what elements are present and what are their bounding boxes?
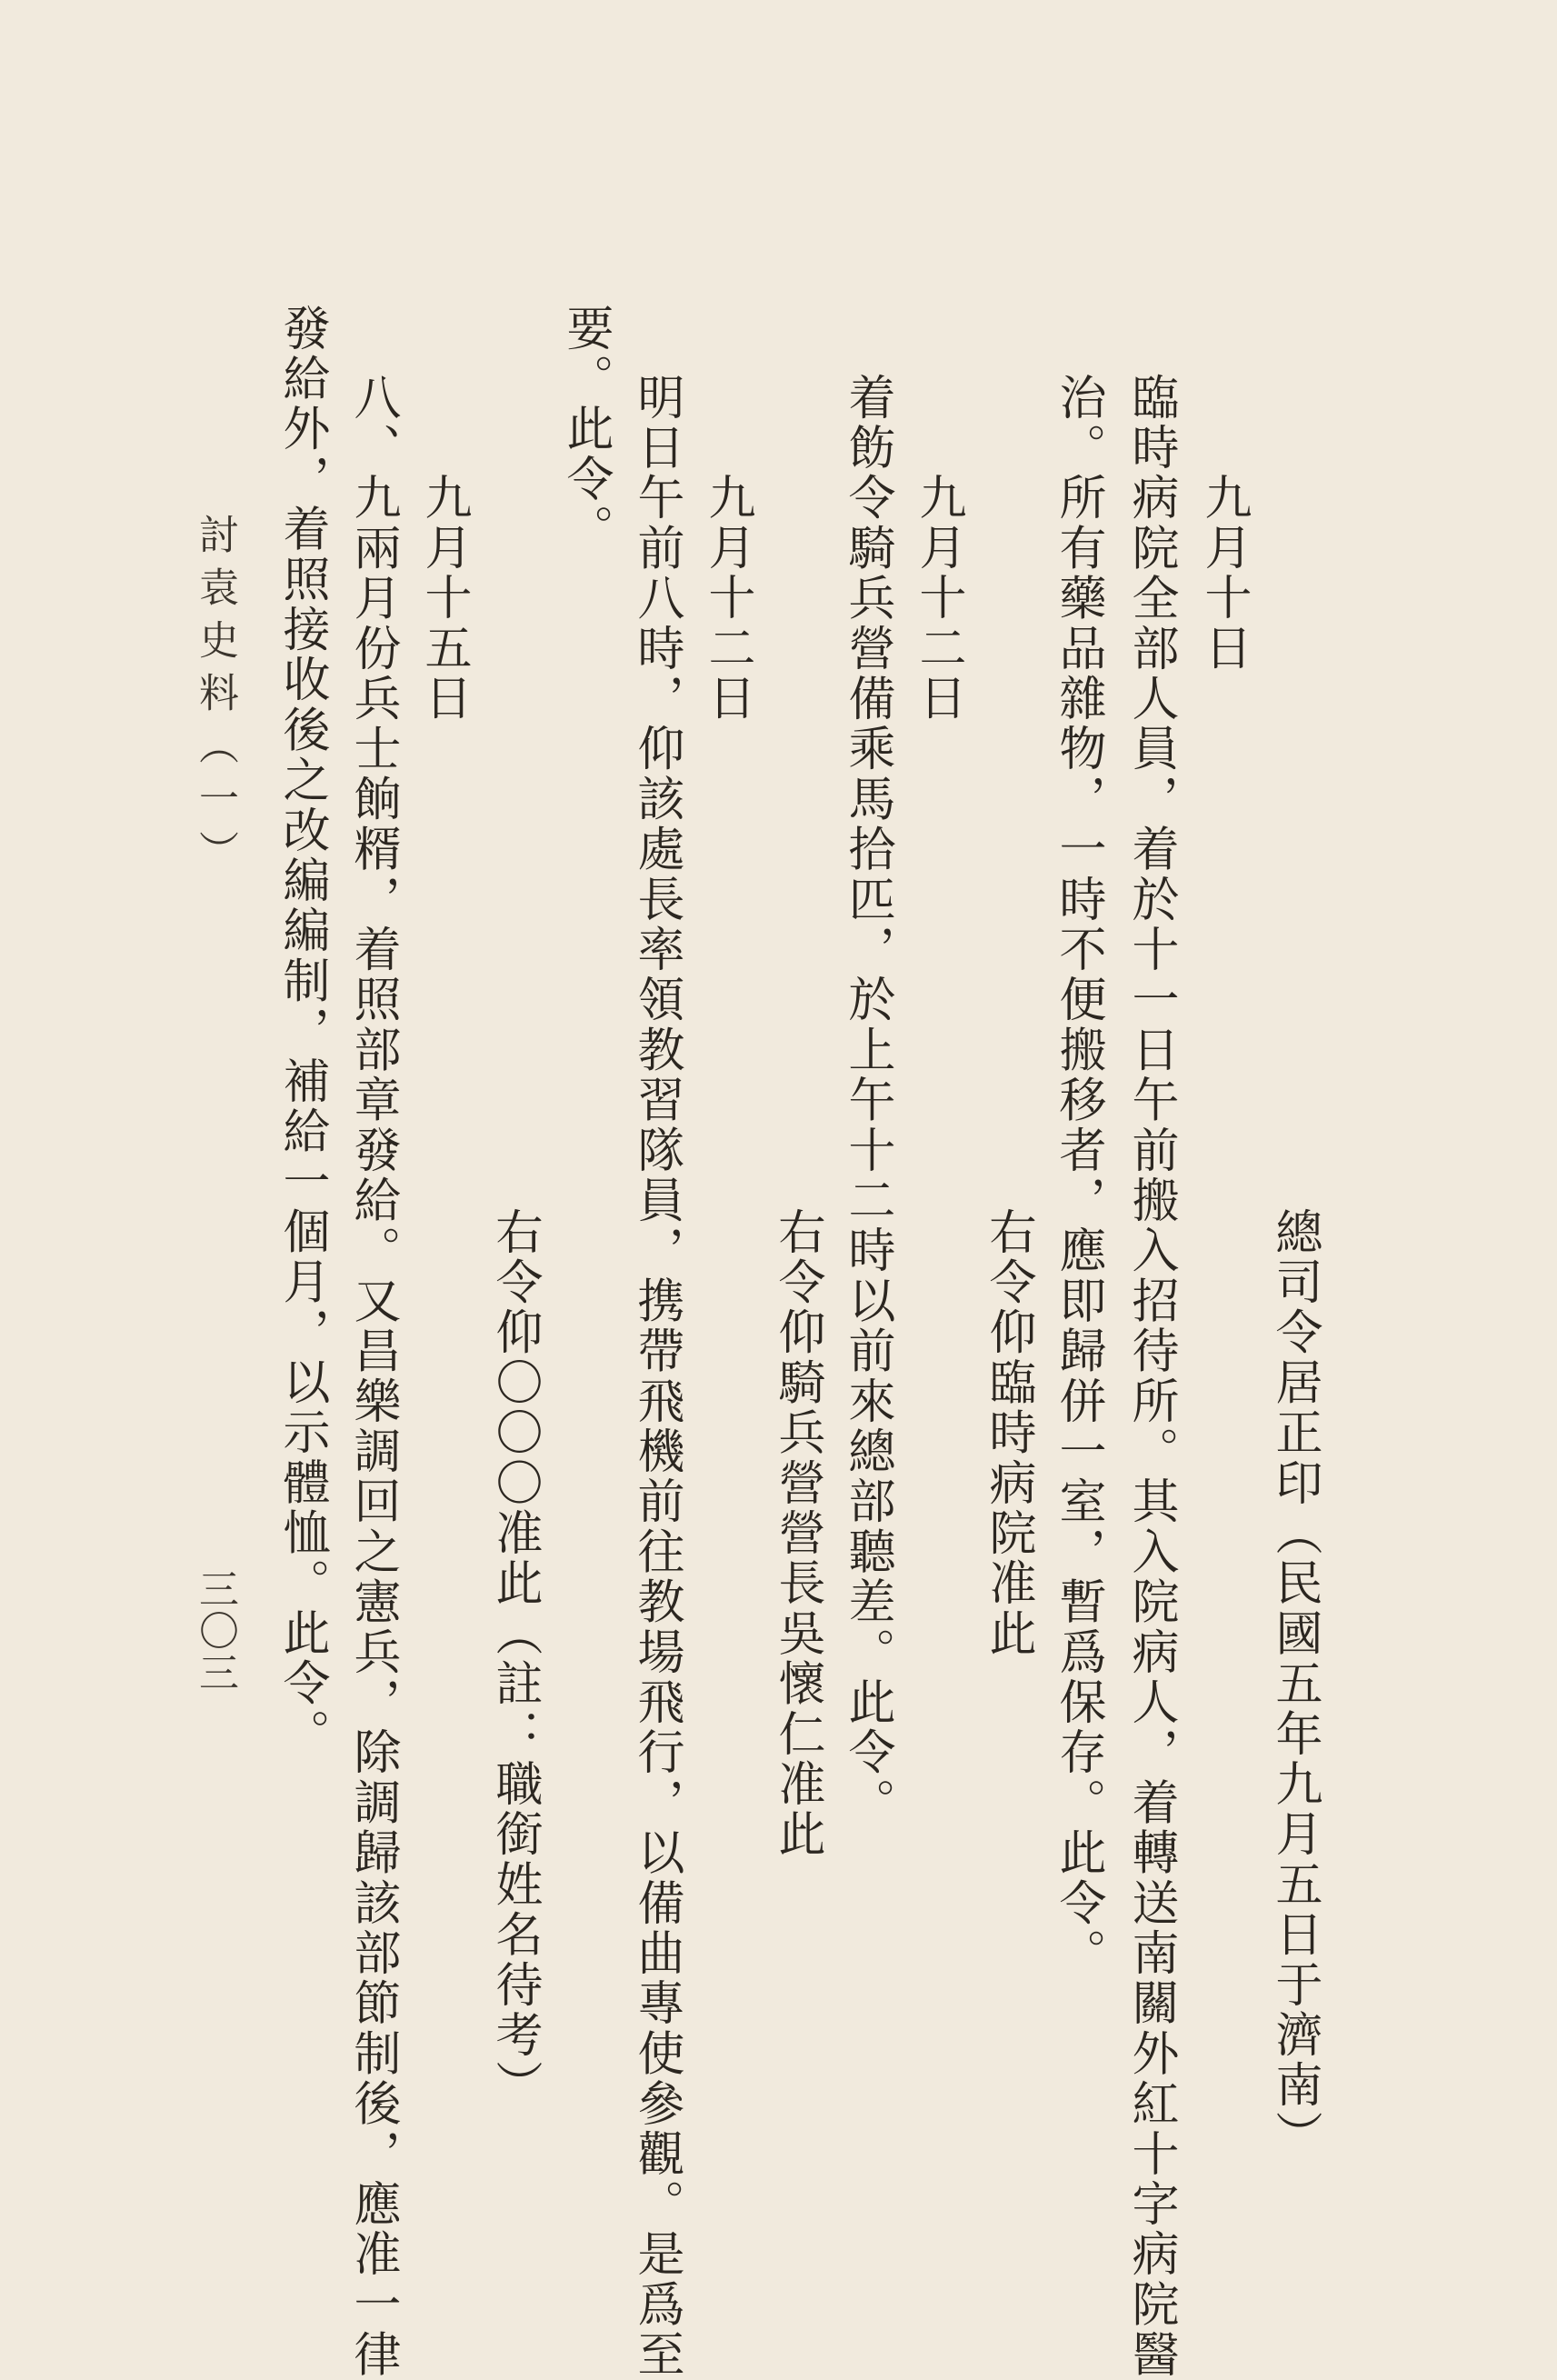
order-text-line: 要。此令。	[558, 304, 613, 555]
order-text-line: 明日午前八時，仰該處長率領教習隊員，携帶飛機前往教場飛行，以備曲專使參觀。是爲至	[629, 373, 684, 2380]
order-text-line: 臨時病院全部人員，着於十一日午前搬入招待所。其入院病人，着轉送南關外紅十字病院醫	[1123, 373, 1178, 2380]
recipient-line: 右令仰騎兵營營長吳懷仁准此	[770, 1207, 824, 1860]
seal-line: 總司令居正印（民國五年九月五日于濟南）	[1267, 1207, 1322, 2161]
date-heading: 九月十二日	[911, 473, 965, 724]
page-number: 三〇三	[192, 1568, 238, 1694]
date-heading: 九月十五日	[416, 473, 471, 724]
order-text-line: 發給外，着照接收後之改編編制，補給一個月，以示體恤。此令。	[274, 304, 329, 1759]
recipient-line: 右令仰〇〇〇准此（註：職銜姓名待考）	[487, 1207, 542, 2111]
book-title: 討袁史料（一）	[192, 514, 238, 883]
recipient-line: 右令仰臨時病院准此	[981, 1207, 1035, 1659]
date-heading: 九月十二日	[700, 473, 754, 724]
date-heading: 九月十日	[1196, 473, 1251, 674]
order-text-line: 八、九兩月份兵士餉糈，着照部章發給。又昌樂調回之憲兵，除調歸該部節制後，應准一律	[345, 373, 400, 2380]
order-text-line: 治。所有藥品雜物，一時不便搬移者，應即歸併一室，暫爲保存。此令。	[1051, 373, 1105, 1979]
order-text-line: 着飭令騎兵營備乘馬拾匹，於上午十二時以前來總部聽差。此令。	[840, 373, 894, 1828]
